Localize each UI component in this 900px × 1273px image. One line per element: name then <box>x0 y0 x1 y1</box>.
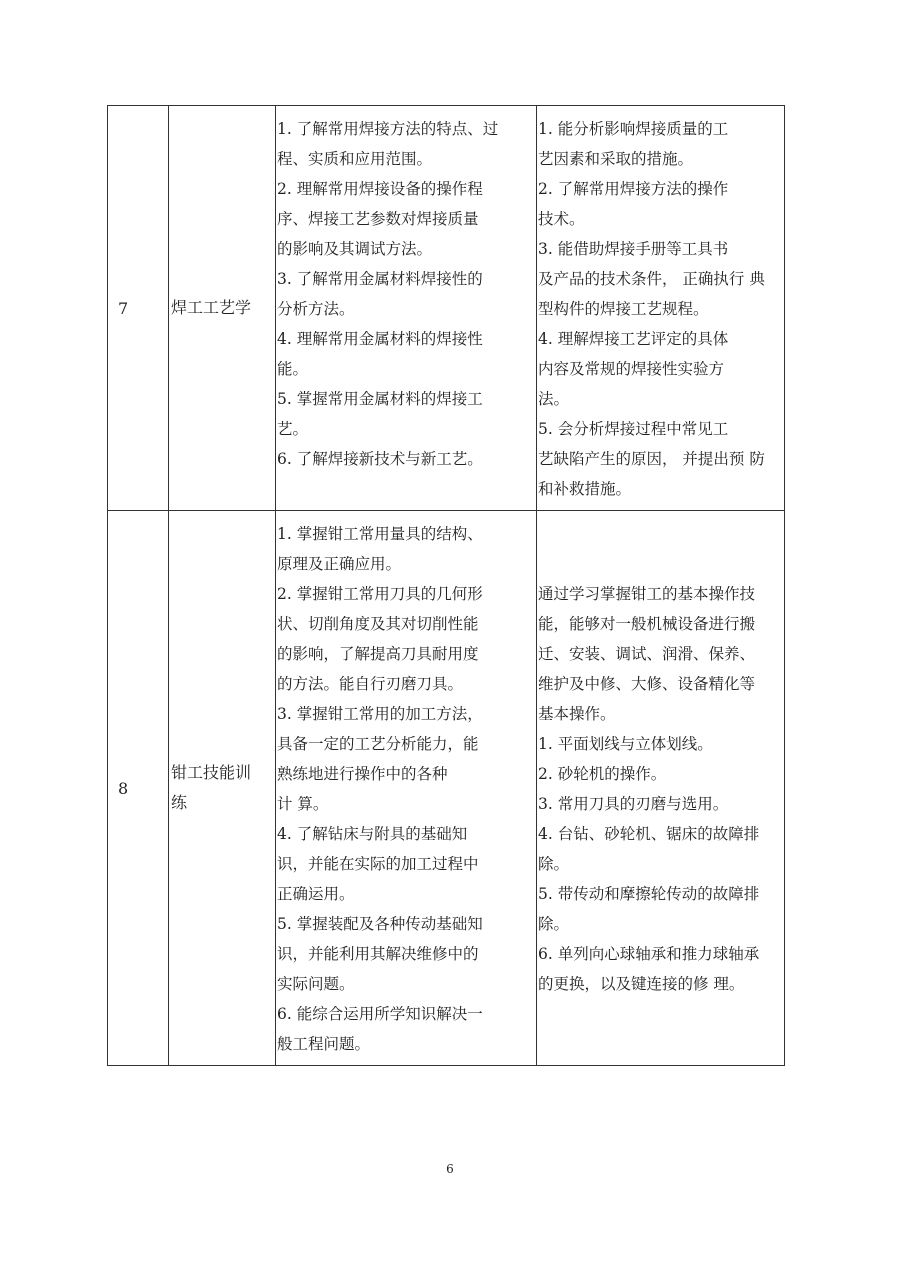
knowledge-line: 序、焊接工艺参数对焊接质量 <box>277 210 479 228</box>
knowledge-cell <box>276 511 537 1066</box>
skills-line <box>537 549 784 579</box>
skills-line: 艺因素和采取的措施。 <box>538 150 694 168</box>
skills-line: 1. 能分析影响焊接质量的工 <box>538 120 729 138</box>
knowledge-line: 1. 了解常用焊接方法的特点、过 <box>277 120 499 138</box>
knowledge-line: 实际问题。 <box>277 975 355 993</box>
course-name-line: 练 <box>171 793 188 812</box>
knowledge-line: 正确运用。 <box>277 885 355 903</box>
skills-line: 3. 能借助焊接手册等工具书 <box>538 240 729 258</box>
knowledge-line: 分析方法。 <box>277 300 355 318</box>
knowledge-line: 计 算。 <box>277 795 329 813</box>
skills-line: 的更换，以及键连接的修 理。 <box>538 975 745 993</box>
knowledge-line: 5. 掌握常用金属材料的焊接工 <box>277 390 483 408</box>
course-name-line: 钳工技能训 <box>171 763 252 782</box>
knowledge-line: 具备一定的工艺分析能力，能 <box>277 735 479 753</box>
knowledge-line: 3. 掌握钳工常用的加工方法， <box>277 705 483 723</box>
table-body <box>108 106 785 1066</box>
page-number: 6 <box>446 1162 454 1176</box>
skills-line: 1. 平面划线与立体划线。 <box>538 735 713 753</box>
skills-line: 5. 带传动和摩擦轮传动的故障排 <box>538 885 760 903</box>
knowledge-line: 般工程问题。 <box>277 1035 371 1053</box>
skills-line: 3. 常用刀具的刃磨与选用。 <box>538 795 729 813</box>
skills-line: 技术。 <box>538 210 585 228</box>
skills-line: 法。 <box>538 390 570 408</box>
row-number: 8 <box>118 778 129 798</box>
knowledge-line: 状、切削角度及其对切削性能 <box>277 615 479 633</box>
knowledge-line: 的影响，了解提高刀具耐用度 <box>277 645 479 663</box>
skills-line: 艺缺陷产生的原因， 并提出预 防 <box>538 450 765 468</box>
knowledge-line: 艺。 <box>277 420 309 438</box>
course-name-cell <box>169 511 276 1066</box>
skills-line: 迁、安装、调试、润滑、保养、 <box>538 645 756 663</box>
skills-line: 除。 <box>538 855 570 873</box>
skills-cell <box>537 511 785 1066</box>
knowledge-line: 5. 掌握装配及各种传动基础知 <box>277 915 483 933</box>
table-row <box>108 511 785 1066</box>
skills-line: 通过学习掌握钳工的基本操作技 <box>538 585 756 603</box>
knowledge-line: 识，并能利用其解决维修中的 <box>277 945 479 963</box>
skills-line: 基本操作。 <box>538 705 616 723</box>
knowledge-line: 能。 <box>277 360 309 378</box>
knowledge-line: 3. 了解常用金属材料焊接性的 <box>277 270 483 288</box>
knowledge-line: 6. 能综合运用所学知识解决一 <box>277 1005 483 1023</box>
skills-line: 2. 了解常用焊接方法的操作 <box>538 180 729 198</box>
skills-line: 能，能够对一般机械设备进行搬 <box>538 615 756 633</box>
skills-line: 维护及中修、大修、设备精化等 <box>538 675 756 693</box>
skills-line: 除。 <box>538 915 570 933</box>
skills-line: 5. 会分析焊接过程中常见工 <box>538 420 729 438</box>
knowledge-line: 识，并能在实际的加工过程中 <box>277 855 479 873</box>
skills-line: 和补救措施。 <box>538 480 632 498</box>
knowledge-line: 2. 理解常用焊接设备的操作程 <box>277 180 483 198</box>
table-row <box>108 106 785 511</box>
skills-line: 4. 理解焊接工艺评定的具体 <box>538 330 729 348</box>
row-number-cell <box>108 106 169 511</box>
knowledge-line: 熟练地进行操作中的各种 <box>277 765 448 783</box>
skills-line: 4. 台钻、砂轮机、锯床的故障排 <box>538 825 760 843</box>
skills-line <box>537 519 784 549</box>
knowledge-line: 6. 了解焊接新技术与新工艺。 <box>277 450 483 468</box>
skills-line: 内容及常规的焊接性实验方 <box>538 360 725 378</box>
knowledge-line: 的方法。能自行刃磨刀具。 <box>277 675 464 693</box>
row-number-cell <box>108 511 169 1066</box>
skills-cell <box>537 106 785 511</box>
knowledge-line: 原理及正确应用。 <box>277 555 402 573</box>
knowledge-line: 2. 掌握钳工常用刀具的几何形 <box>277 585 483 603</box>
skills-line: 型构件的焊接工艺规程。 <box>538 300 709 318</box>
knowledge-line: 的影响及其调试方法。 <box>277 240 433 258</box>
curriculum-table <box>107 105 785 1066</box>
knowledge-cell <box>276 106 537 511</box>
skills-line: 2. 砂轮机的操作。 <box>538 765 667 783</box>
skills-line: 及产品的技术条件， 正确执行 典 <box>538 270 765 288</box>
course-name-cell <box>169 106 276 511</box>
row-number: 7 <box>118 298 129 318</box>
skills-line: 6. 单列向心球轴承和推力球轴承 <box>538 945 760 963</box>
knowledge-line: 4. 了解钻床与附具的基础知 <box>277 825 468 843</box>
course-name-line: 焊工工艺学 <box>171 298 252 317</box>
knowledge-line: 1. 掌握钳工常用量具的结构、 <box>277 525 483 543</box>
knowledge-line: 4. 理解常用金属材料的焊接性 <box>277 330 483 348</box>
knowledge-line: 程、实质和应用范围。 <box>277 150 433 168</box>
